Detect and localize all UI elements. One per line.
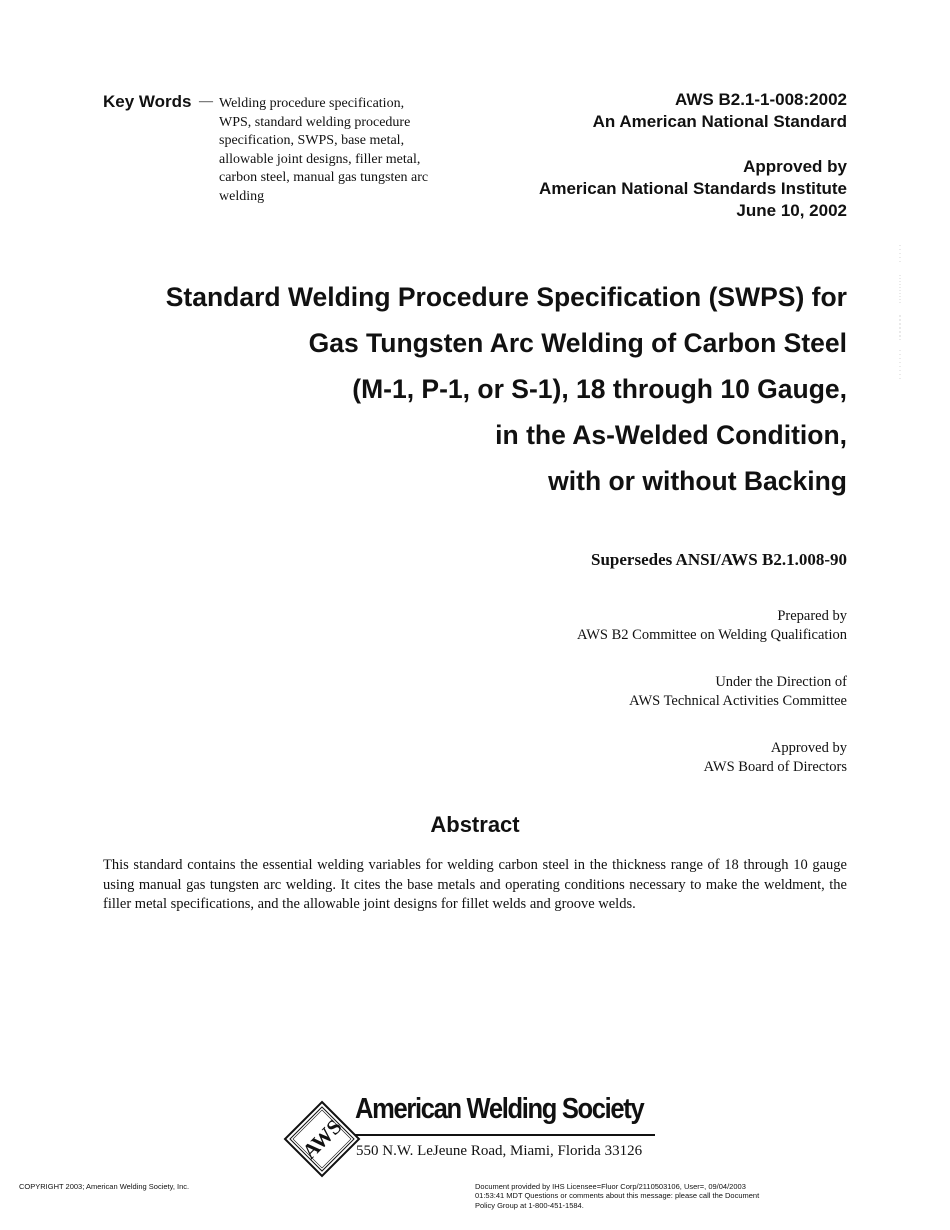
society-name: American Welding Society bbox=[355, 1093, 644, 1125]
approval-date: June 10, 2002 bbox=[736, 201, 847, 220]
provider-line: Document provided by IHS Licensee=Fluor Corp/2110503106, User=, 09/04/2003 bbox=[475, 1182, 746, 1191]
copyright-notice: COPYRIGHT 2003; American Welding Society, Inc. bbox=[19, 1182, 190, 1191]
standard-status: An American National Standard bbox=[592, 112, 847, 131]
keywords-line: allowable joint designs, filler metal, bbox=[219, 151, 421, 167]
keywords-label: Key Words bbox=[103, 92, 192, 111]
designation-block bbox=[539, 89, 847, 222]
direction-block bbox=[629, 673, 847, 711]
prepared-by-label: Prepared by bbox=[777, 608, 847, 624]
logo-letters: AWS bbox=[297, 1114, 347, 1164]
keywords-line: welding bbox=[219, 188, 265, 204]
title-line: Gas Tungsten Arc Welding of Carbon Steel bbox=[308, 328, 847, 358]
title-line: in the As-Welded Condition, bbox=[495, 420, 847, 450]
standard-number: AWS B2.1-1-008:2002 bbox=[675, 90, 847, 109]
document-title bbox=[87, 274, 847, 504]
society-address: 550 N.W. LeJeune Road, Miami, Florida 33126 bbox=[356, 1143, 643, 1159]
aws-logo-icon bbox=[283, 1100, 361, 1178]
keywords-line: carbon steel, manual gas tungsten arc bbox=[219, 170, 429, 186]
keywords-list bbox=[219, 95, 469, 207]
supersedes-note: Supersedes ANSI/AWS B2.1.008-90 bbox=[591, 550, 847, 569]
title-line: with or without Backing bbox=[548, 466, 847, 496]
approved-by-board: AWS Board of Directors bbox=[703, 759, 847, 775]
direction-committee: AWS Technical Activities Committee bbox=[629, 693, 847, 709]
approving-body: American National Standards Institute bbox=[539, 179, 847, 198]
provider-line: Policy Group at 1-800-451-1584. bbox=[475, 1200, 584, 1210]
margin-marks bbox=[893, 245, 907, 380]
prepared-by-block bbox=[577, 607, 847, 645]
title-line: Standard Welding Procedure Specification (SWPS) for bbox=[165, 282, 847, 312]
society-divider bbox=[355, 1134, 655, 1136]
provider-line: 01:53:41 MDT Questions or comments about this message: please call the Document bbox=[475, 1191, 760, 1201]
keywords-line: WPS, standard welding procedure bbox=[219, 114, 411, 130]
title-line: (M-1, P-1, or S-1), 18 through 10 Gauge, bbox=[352, 374, 847, 404]
abstract-heading: Abstract bbox=[430, 812, 520, 837]
keywords-line: specification, SWPS, base metal, bbox=[219, 133, 405, 149]
keywords-dash: — bbox=[199, 94, 213, 109]
prepared-by-committee: AWS B2 Committee on Welding Qualification bbox=[576, 627, 847, 643]
approved-by-label: Approved by bbox=[743, 157, 847, 176]
approved-by-label: Approved by bbox=[770, 740, 847, 756]
keywords-line: Welding procedure specification, bbox=[219, 96, 405, 111]
direction-label: Under the Direction of bbox=[715, 674, 847, 690]
abstract-text: This standard contains the essential welding variables for welding carbon steel in the thickness range of 18 through 10 gauge using manual gas tungsten arc welding. It cites the base metals and operating conditions necessary to make the weldment, the filler metal specifications, and the allowable joint designs for fillet welds and groove welds. bbox=[103, 857, 847, 912]
document-provider-notice bbox=[475, 1182, 795, 1210]
approved-by-block bbox=[704, 739, 847, 777]
